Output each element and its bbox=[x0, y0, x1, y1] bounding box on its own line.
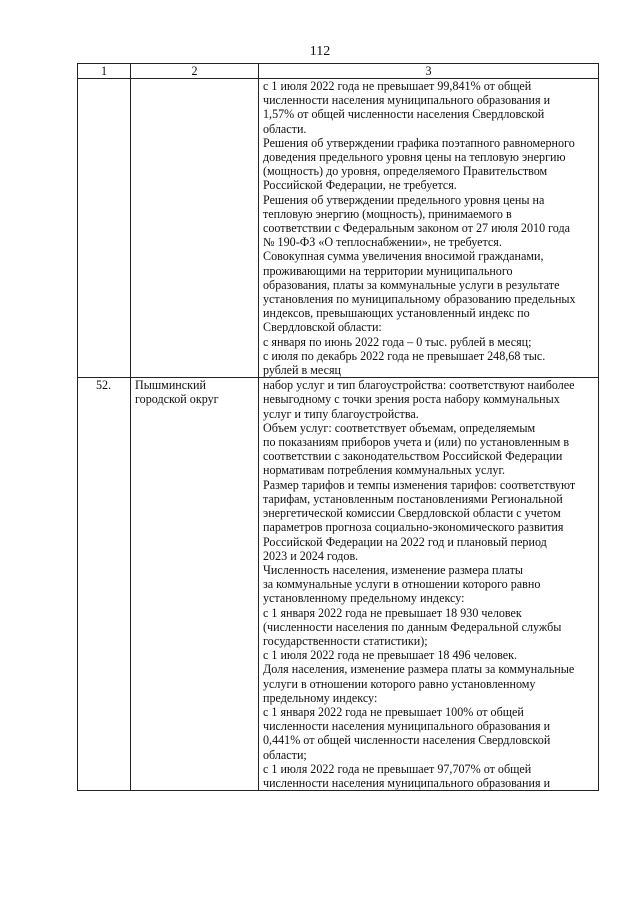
text-line: Свердловской области: bbox=[263, 320, 382, 335]
text-line: невыгодному с точки зрения роста набору коммунальных bbox=[263, 392, 560, 407]
text-line: за коммунальные услуги в отношении которого равно bbox=[263, 577, 541, 592]
text-line: Решения об утверждении графика поэтапного равномерного bbox=[263, 135, 575, 150]
column-header-3: 3 bbox=[259, 64, 599, 79]
text-line: № 190-ФЗ «О теплоснабжении», не требуется. bbox=[263, 235, 502, 250]
description-cell bbox=[259, 79, 599, 378]
text-line: Размер тарифов и темпы изменения тарифов: соответствуют bbox=[263, 477, 576, 492]
text-line: индексов, превышающих установленный индекс по bbox=[263, 306, 530, 321]
text-line: параметров прогноза социально-экономического развития bbox=[263, 520, 564, 535]
text-line: набор услуг и тип благоустройства: соответствуют наиболее bbox=[263, 378, 575, 393]
text-line: 0,441% от общей численности населения Свердловской bbox=[263, 733, 551, 748]
text-line: с 1 января 2022 года не превышает 100% от общей bbox=[263, 704, 524, 719]
text-line: области; bbox=[263, 747, 307, 762]
column-header-1: 1 bbox=[78, 64, 131, 79]
municipality-name-line: городской округ bbox=[135, 392, 219, 407]
table-header-row bbox=[78, 64, 599, 79]
text-line: услуг и типу благоустройства. bbox=[263, 406, 419, 421]
text-line: 1,57% от общей численности населения Свердловской bbox=[263, 107, 545, 122]
text-line: Совокупная сумма увеличения вносимой гражданами, bbox=[263, 249, 544, 264]
text-line: (мощность) до уровня, определяемого Правительством bbox=[263, 164, 548, 179]
text-line: (численности населения по данным Федеральной службы bbox=[263, 619, 562, 634]
text-line: образования, платы за коммунальные услуги в результате bbox=[263, 277, 560, 292]
text-line: Доля населения, изменение размера платы за коммунальные bbox=[263, 662, 575, 677]
text-line: Решения об утверждении предельного уровня цены на bbox=[263, 192, 545, 207]
text-line: Российской Федерации, не требуется. bbox=[263, 178, 457, 193]
text-line: Численность населения, изменение размера платы bbox=[263, 562, 523, 577]
text-line: установленному предельному индексу: bbox=[263, 591, 465, 606]
row-number-cell: 52. bbox=[78, 378, 131, 791]
text-line: численности населения муниципального образования и bbox=[263, 775, 551, 790]
text-line: соответствии с Федеральным законом от 27 июля 2010 года bbox=[263, 221, 571, 236]
text-line: Объем услуг: соответствует объемам, определяемым bbox=[263, 420, 536, 435]
text-line: соответствии с законодательством Российской Федерации bbox=[263, 449, 563, 464]
text-line: нормативам потребления коммунальных услуг. bbox=[263, 463, 506, 478]
text-line: с июля по декабрь 2022 года не превышает 248,68 тыс. bbox=[263, 348, 546, 363]
text-line: проживающими на территории муниципального bbox=[263, 263, 513, 278]
row-number-cell bbox=[78, 79, 131, 378]
text-line: тарифам, установленным постановлениями Региональной bbox=[263, 491, 563, 506]
text-line: по показаниям приборов учета и (или) по установленным в bbox=[263, 435, 570, 450]
column-header-2: 2 bbox=[131, 64, 259, 79]
text-line: предельному индексу: bbox=[263, 690, 378, 705]
text-line: доведения предельного уровня цены на тепловую энергию bbox=[263, 150, 566, 165]
text-line: рублей в месяц bbox=[263, 363, 341, 378]
page-number: 112 bbox=[309, 44, 331, 59]
municipality-name-line: Пышминский bbox=[135, 378, 206, 393]
text-line: энергетической комиссии Свердловской области с учетом bbox=[263, 506, 561, 521]
text-line: с 1 января 2022 года не превышает 18 930 человек bbox=[263, 605, 522, 620]
text-line: численности населения муниципального образования и bbox=[263, 93, 551, 108]
text-line: государственности статистики); bbox=[263, 633, 428, 648]
text-line: с 1 июля 2022 года не превышает 99,841% от общей bbox=[263, 79, 532, 93]
tariff-table bbox=[77, 63, 599, 791]
text-line: тепловую энергию (мощность), принимаемого в bbox=[263, 206, 512, 221]
text-line: установления по муниципальному образованию предельных bbox=[263, 292, 576, 307]
municipality-cell bbox=[131, 79, 259, 378]
text-line: с 1 июля 2022 года не превышает 97,707% от общей bbox=[263, 761, 532, 776]
table-row-continued bbox=[78, 79, 599, 378]
text-line: с января по июнь 2022 года – 0 тыс. рублей в месяц; bbox=[263, 334, 532, 349]
text-line: численности населения муниципального образования и bbox=[263, 719, 551, 734]
text-line: услуги в отношении которого равно установленному bbox=[263, 676, 536, 691]
text-line: Российской Федерации на 2022 год и плановый период bbox=[263, 534, 547, 549]
description-cell bbox=[259, 378, 599, 791]
table-row-52 bbox=[78, 378, 599, 791]
text-line: с 1 июля 2022 года не превышает 18 496 человек. bbox=[263, 648, 518, 663]
municipality-cell bbox=[131, 378, 259, 791]
text-line: области. bbox=[263, 121, 307, 136]
text-line: 2023 и 2024 годов. bbox=[263, 548, 359, 563]
